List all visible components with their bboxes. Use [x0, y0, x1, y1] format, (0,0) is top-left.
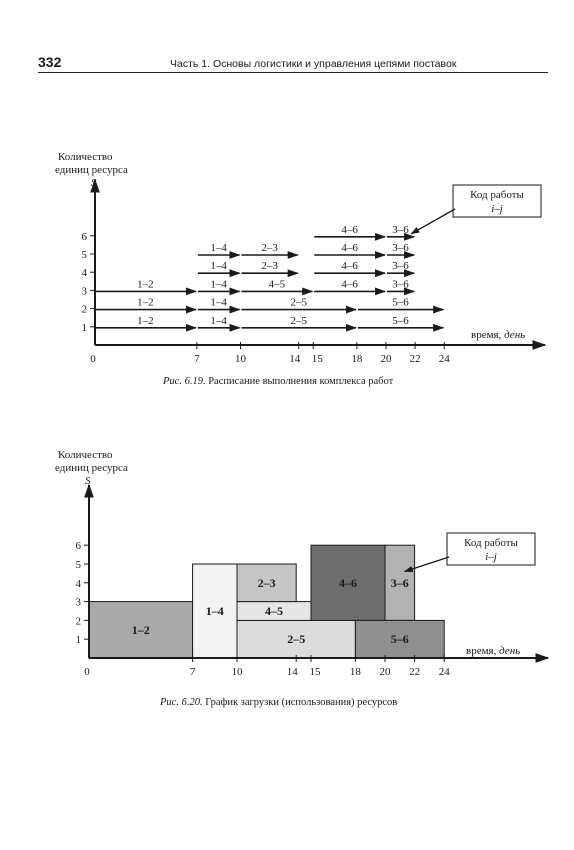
- task-label: 4–5: [268, 278, 286, 291]
- y-tick-label: 4: [75, 577, 81, 590]
- x-tick-label: 18: [349, 666, 361, 678]
- x-tick-label: 22: [409, 666, 421, 678]
- block-label: 4–6: [339, 575, 357, 590]
- y-tick-label: 2: [75, 615, 81, 628]
- y-tick-label: 1: [75, 634, 81, 647]
- task-label: 3–6: [392, 278, 409, 291]
- task-label: 1–4: [210, 260, 227, 273]
- task-label: 3–6: [392, 260, 409, 273]
- x-tick-label: 7: [189, 666, 196, 678]
- task-label: 2–3: [261, 242, 278, 254]
- legend-title: Код работы: [470, 189, 524, 201]
- task-label: 4–6: [341, 260, 358, 273]
- x-tick-label: 14: [286, 666, 298, 678]
- task-label: 4–6: [341, 223, 358, 236]
- task-label: 1–2: [137, 296, 154, 309]
- running-head: Часть 1. Основы логистики и управления цепями поставок: [170, 58, 457, 70]
- y-tick-label: 1: [81, 321, 87, 334]
- task-label: 1–2: [137, 314, 154, 327]
- task-label: 2–3: [261, 260, 278, 273]
- x-tick-label: 24: [438, 666, 450, 678]
- y-tick-label: 3: [81, 285, 87, 298]
- figure-title: Расписание выполнения комплекса работ: [208, 376, 394, 387]
- block-label: 1–2: [131, 622, 150, 637]
- block-label: 1–4: [205, 604, 224, 618]
- x-tick-label: 0: [90, 353, 96, 365]
- block-label: 2–3: [257, 575, 276, 590]
- legend-subtitle: i–j: [485, 551, 497, 563]
- y-axis-label: единиц ресурса: [55, 462, 128, 474]
- y-tick-label: 5: [75, 559, 81, 571]
- task-label: 3–6: [392, 223, 409, 236]
- block-label: 4–5: [265, 604, 283, 618]
- x-tick-label: 20: [379, 666, 391, 678]
- task-label: 2–5: [290, 296, 307, 309]
- task-label: 1–4: [210, 242, 227, 254]
- y-tick-label: 6: [81, 230, 87, 243]
- figure-caption-6-20: [160, 697, 397, 708]
- y-tick-label: 4: [81, 267, 87, 280]
- y-tick-label: 5: [81, 249, 87, 261]
- resource-schedule-chart: [0, 140, 574, 370]
- resource-load-chart: [0, 440, 574, 690]
- x-tick-label: 24: [438, 353, 450, 365]
- task-label: 4–6: [341, 242, 358, 254]
- y-axis-label: Количество: [58, 151, 113, 163]
- task-label: 2–5: [290, 314, 307, 327]
- y-axis-symbol: S: [85, 475, 91, 487]
- page-number: 332: [38, 54, 62, 70]
- y-tick-label: 2: [81, 303, 87, 316]
- task-label: 4–6: [341, 278, 358, 291]
- page-header: [0, 0, 574, 80]
- figure-title: График загрузки (использования) ресурсов: [205, 697, 398, 708]
- x-axis-label: время, день: [466, 645, 521, 657]
- legend-pointer: [411, 209, 455, 234]
- x-tick-label: 10: [231, 666, 243, 678]
- figure-caption-6-19: [163, 376, 393, 387]
- x-tick-label: 18: [351, 353, 363, 365]
- x-tick-label: 14: [289, 353, 301, 365]
- block-label: 2–5: [287, 632, 306, 647]
- x-tick-label: 7: [194, 353, 200, 365]
- y-axis-symbol: S: [91, 177, 97, 189]
- task-label: 5–6: [392, 314, 409, 327]
- y-axis-label: Количество: [58, 449, 113, 461]
- y-tick-label: 3: [75, 596, 81, 609]
- task-label: 1–4: [210, 296, 227, 309]
- header-rule: [38, 72, 548, 73]
- task-label: 1–2: [137, 278, 154, 291]
- x-tick-label: 15: [309, 666, 321, 678]
- task-label: 1–4: [210, 314, 227, 327]
- legend-title: Код работы: [464, 537, 518, 549]
- x-tick-label: 20: [380, 353, 392, 365]
- legend-subtitle: i–j: [491, 203, 503, 215]
- y-tick-label: 6: [75, 540, 81, 553]
- figure-number: Рис. 6.19.: [163, 376, 206, 387]
- task-label: 5–6: [392, 296, 409, 309]
- block-label: 5–6: [390, 632, 409, 647]
- task-label: 1–4: [210, 278, 227, 291]
- block-label: 3–6: [390, 575, 409, 590]
- x-axis-label: время, день: [471, 329, 526, 341]
- x-tick-label: 15: [311, 353, 323, 365]
- x-tick-label: 22: [409, 353, 421, 365]
- task-label: 3–6: [392, 242, 409, 254]
- x-tick-label: 10: [235, 353, 246, 365]
- figure-number: Рис. 6.20.: [160, 697, 203, 708]
- y-axis-label: единиц ресурса: [55, 164, 128, 176]
- x-tick-label: 0: [84, 666, 90, 678]
